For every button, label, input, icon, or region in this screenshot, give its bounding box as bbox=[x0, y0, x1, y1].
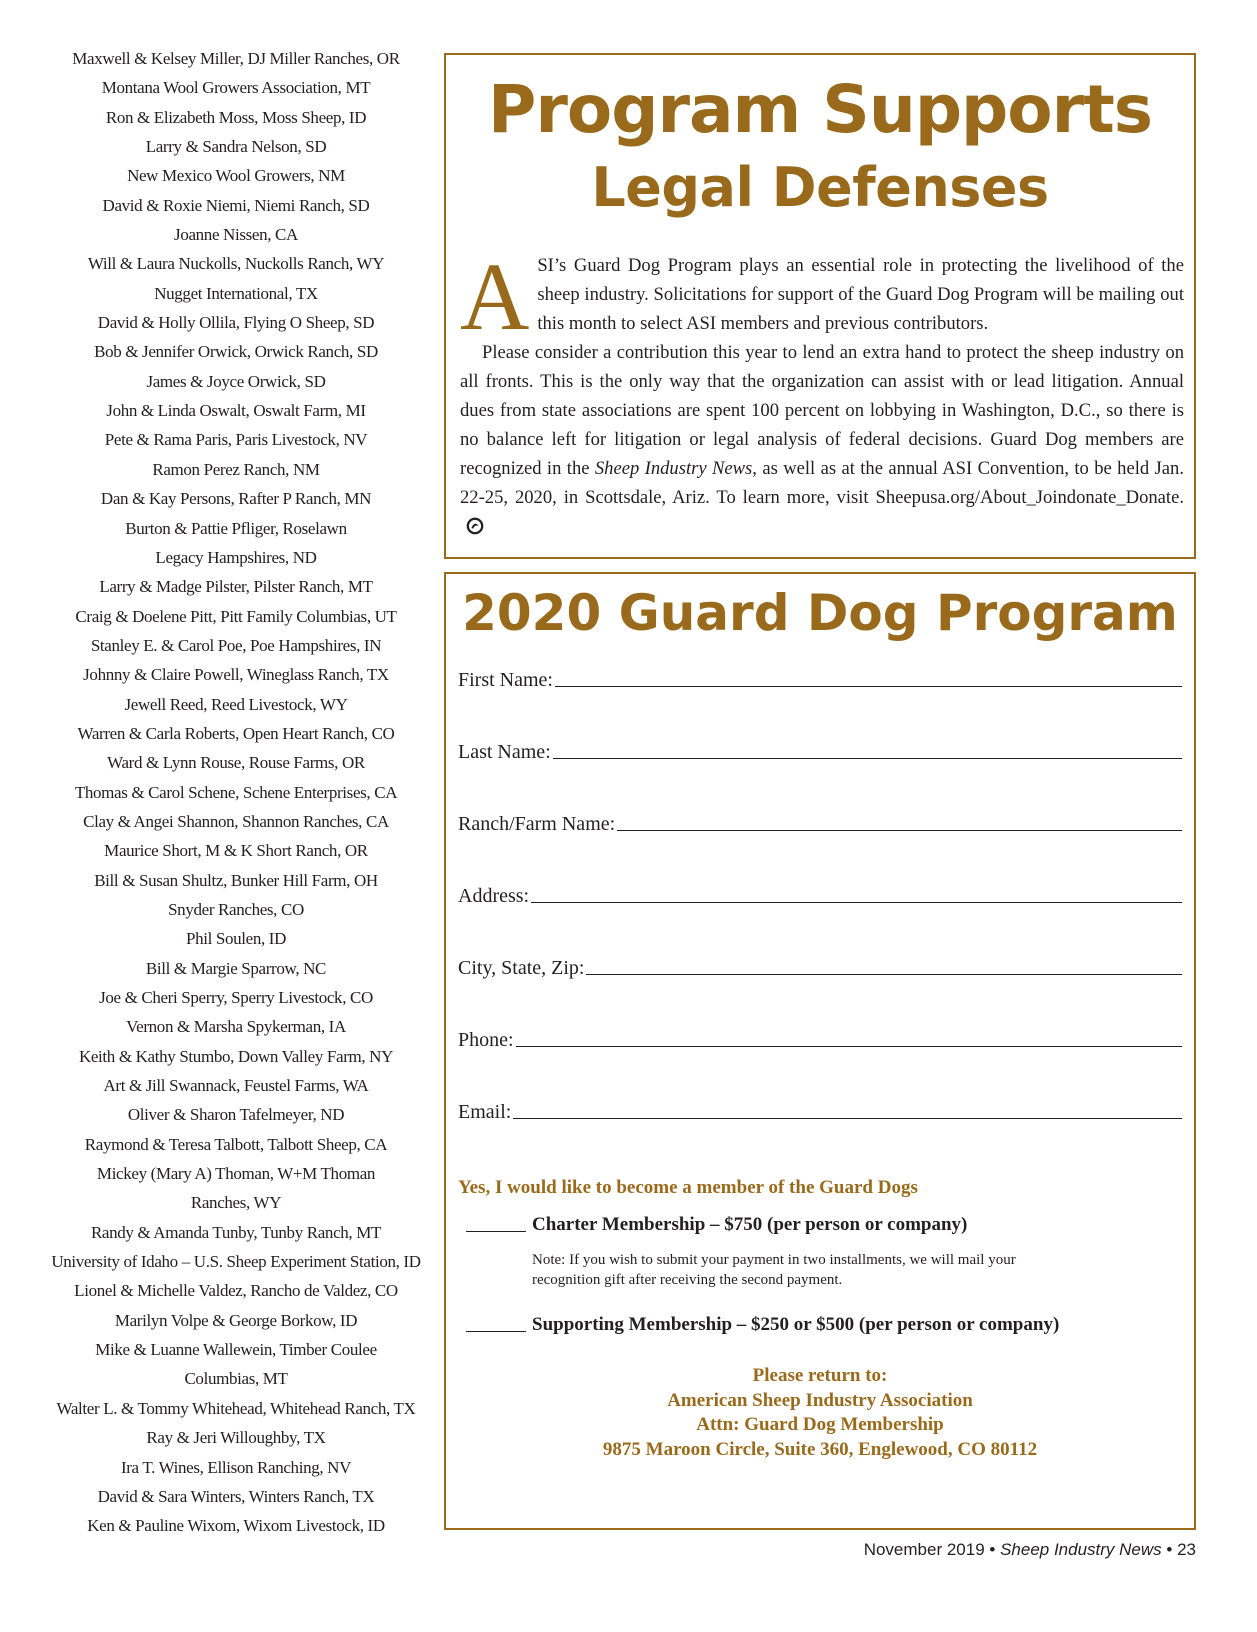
donor-list-item: Columbias, MT bbox=[184, 1369, 288, 1389]
ranch-name-label: Ranch/Farm Name: bbox=[458, 813, 616, 835]
donor-list-item: Ward & Lynn Rouse, Rouse Farms, OR bbox=[107, 753, 365, 773]
return-line: Please return to: bbox=[752, 1365, 888, 1386]
donor-list-item: David & Sara Winters, Winters Ranch, TX bbox=[97, 1486, 375, 1506]
phone-line[interactable] bbox=[516, 1046, 1182, 1047]
paragraph-2-text: Please consider a contribution this year to lend an extra hand to protect the sheep industry on all fronts. This is the only way that the organization can assist with or lead litigation. Annual dues from state associations are spent 100 percent on lobbying in Washington, D.C., so there is no balance left for litigation or legal analysis of federal decisions. Guard Dog members are recognized in the bbox=[460, 342, 1184, 479]
page-footer bbox=[864, 1540, 1196, 1560]
donor-list bbox=[40, 44, 432, 1541]
return-line: 9875 Maroon Circle, Suite 360, Englewood, CO 80112 bbox=[602, 1438, 1038, 1460]
donor-list-item: Warren & Carla Roberts, Open Heart Ranch, CO bbox=[77, 723, 395, 743]
donor-list-item: Ron & Elizabeth Moss, Moss Sheep, ID bbox=[105, 107, 367, 127]
first-name-field[interactable] bbox=[458, 662, 1182, 692]
donor-list-item: Thomas & Carol Schene, Schene Enterprises, CA bbox=[74, 782, 398, 802]
email-label: Email: bbox=[458, 1101, 512, 1123]
donor-list-item: Marilyn Volpe & George Borkow, ID bbox=[114, 1310, 358, 1330]
address-line[interactable] bbox=[531, 902, 1182, 903]
membership-form bbox=[444, 572, 1196, 1530]
donor-list-item: Larry & Madge Pilster, Pilster Ranch, MT bbox=[99, 577, 373, 597]
donor-list-item: Walter L. & Tommy Whitehead, Whitehead Ranch, TX bbox=[56, 1398, 416, 1418]
address-label: Address: bbox=[458, 885, 530, 907]
donor-list-item: Bob & Jennifer Orwick, Orwick Ranch, SD bbox=[94, 342, 378, 362]
paragraph-2-text-end: , as well as at the annual ASI Convention, to be held Jan. 22-25, 2020, in Scottsdale, Ariz. To learn more, visit Sheepusa.org/About_Joindonate_Donate. bbox=[460, 458, 1184, 508]
return-address bbox=[446, 1364, 1194, 1462]
donor-list-item: Ranches, WY bbox=[190, 1193, 282, 1213]
donor-list-item: David & Roxie Niemi, Niemi Ranch, SD bbox=[102, 195, 370, 215]
phone-label: Phone: bbox=[458, 1029, 514, 1051]
donor-list-item: University of Idaho – U.S. Sheep Experiment Station, ID bbox=[51, 1252, 421, 1272]
article-paragraph-2 bbox=[460, 338, 1184, 541]
donor-list-item: Maurice Short, M & K Short Ranch, OR bbox=[104, 841, 368, 861]
charter-membership-option[interactable] bbox=[466, 1214, 1174, 1236]
donor-list-item: Ira T. Wines, Ellison Ranching, NV bbox=[120, 1457, 352, 1477]
ranch-name-line[interactable] bbox=[617, 830, 1182, 831]
issue-date: November 2019 • bbox=[863, 1540, 996, 1559]
first-name-line[interactable] bbox=[555, 686, 1182, 687]
donor-list-item: Randy & Amanda Tunby, Tunby Ranch, MT bbox=[90, 1222, 382, 1242]
city-state-zip-label: City, State, Zip: bbox=[458, 957, 585, 979]
charter-label: Charter Membership – $750 (per person or company) bbox=[532, 1214, 968, 1235]
donor-list-item: Joanne Nissen, CA bbox=[174, 225, 298, 245]
phone-field[interactable] bbox=[458, 1022, 1182, 1052]
last-name-field[interactable] bbox=[458, 734, 1182, 764]
ranch-name-field[interactable] bbox=[458, 806, 1182, 836]
donor-list-item: Bill & Margie Sparrow, NC bbox=[145, 958, 327, 978]
donor-list-item: New Mexico Wool Growers, NM bbox=[127, 166, 345, 186]
donor-list-item: Oliver & Sharon Tafelmeyer, ND bbox=[127, 1105, 345, 1125]
paragraph-1-text: SI’s Guard Dog Program plays an essential role in protecting the livelihood of the sheep industry. Solicitations for support of the Guard Dog Program will be mailing out this month to select ASI members and previous contributors. bbox=[537, 255, 1184, 334]
page-number: • 23 bbox=[1166, 1540, 1196, 1559]
donor-list-item: Keith & Kathy Stumbo, Down Valley Farm, NY bbox=[78, 1046, 394, 1066]
supporting-label: Supporting Membership – $250 or $500 (per person or company) bbox=[532, 1314, 1060, 1335]
donor-list-item: Burton & Pattie Pfliger, Roselawn bbox=[125, 518, 347, 538]
city-state-zip-field[interactable] bbox=[458, 950, 1182, 980]
donor-list-item: Joe & Cheri Sperry, Sperry Livestock, CO bbox=[99, 988, 373, 1007]
donor-list-item: Johnny & Claire Powell, Wineglass Ranch, TX bbox=[83, 665, 389, 685]
donor-list-item: Ray & Jeri Willoughby, TX bbox=[146, 1428, 326, 1448]
donor-list-item: Jewell Reed, Reed Livestock, WY bbox=[124, 694, 348, 714]
last-name-line[interactable] bbox=[553, 758, 1182, 759]
donor-list-item: Will & Laura Nuckolls, Nuckolls Ranch, WY bbox=[87, 254, 385, 274]
supporting-membership-option[interactable] bbox=[466, 1314, 1174, 1336]
donor-list-item: Nugget International, TX bbox=[154, 283, 318, 303]
supporting-checkline[interactable] bbox=[466, 1331, 526, 1332]
return-line: American Sheep Industry Association bbox=[667, 1389, 973, 1411]
first-name-label: First Name: bbox=[458, 669, 553, 691]
form-title: 2020 Guard Dog Program bbox=[462, 584, 1178, 642]
donor-list-item: Pete & Rama Paris, Paris Livestock, NV bbox=[104, 430, 368, 450]
donor-list-item: Craig & Doelene Pitt, Pitt Family Columbias, UT bbox=[75, 606, 397, 626]
donor-list-item: Phil Soulen, ID bbox=[185, 929, 287, 949]
installment-note: Note: If you wish to submit your payment in two installments, we will mail your recognition gift after receiving the second payment. bbox=[532, 1252, 1016, 1288]
donor-list-item: Vernon & Marsha Spykerman, IA bbox=[126, 1017, 346, 1037]
donor-list-item: Clay & Angei Shannon, Shannon Ranches, CA bbox=[83, 811, 389, 831]
donor-list-item: Mickey (Mary A) Thoman, W+M Thoman bbox=[96, 1164, 376, 1184]
sheep-icon bbox=[466, 517, 484, 535]
donor-list-item: Stanley E. & Carol Poe, Poe Hampshires, IN bbox=[90, 635, 382, 655]
donor-list-item: Maxwell & Kelsey Miller, DJ Miller Ranches, OR bbox=[72, 49, 400, 68]
membership-prompt: Yes, I would like to become a member of the Guard Dogs bbox=[458, 1177, 918, 1198]
donor-list-item: David & Holly Ollila, Flying O Sheep, SD bbox=[97, 313, 375, 333]
donor-list-item: Larry & Sandra Nelson, SD bbox=[145, 137, 327, 157]
donor-list-item: John & Linda Oswalt, Oswalt Farm, MI bbox=[106, 401, 366, 421]
donor-list-item: James & Joyce Orwick, SD bbox=[146, 371, 326, 391]
last-name-label: Last Name: bbox=[458, 741, 551, 763]
city-state-zip-line[interactable] bbox=[586, 974, 1182, 975]
address-field[interactable] bbox=[458, 878, 1182, 908]
donor-list-item: Dan & Kay Persons, Rafter P Ranch, MN bbox=[100, 489, 372, 509]
article-box bbox=[444, 53, 1196, 559]
donor-list-item: Lionel & Michelle Valdez, Rancho de Valdez, CO bbox=[74, 1281, 398, 1301]
article-body bbox=[460, 243, 1184, 541]
drop-cap: A bbox=[460, 243, 530, 350]
donor-list-item: Snyder Ranches, CO bbox=[168, 899, 304, 919]
article-title-line2: Legal Defenses bbox=[591, 156, 1049, 219]
donor-list-item: Bill & Susan Shultz, Bunker Hill Farm, OH bbox=[94, 870, 378, 890]
email-line[interactable] bbox=[513, 1118, 1182, 1119]
donor-list-item: Mike & Luanne Wallewein, Timber Coulee bbox=[95, 1340, 377, 1360]
article-title-line1: Program Supports bbox=[487, 71, 1153, 148]
donor-list-item: Ramon Perez Ranch, NM bbox=[152, 459, 320, 479]
donor-list-item: Legacy Hampshires, ND bbox=[155, 547, 317, 567]
donor-list-item: Art & Jill Swannack, Feustel Farms, WA bbox=[103, 1076, 369, 1096]
charter-checkline[interactable] bbox=[466, 1231, 526, 1232]
publication-title: Sheep Industry News bbox=[1000, 1540, 1162, 1559]
return-line: Attn: Guard Dog Membership bbox=[696, 1414, 944, 1435]
donor-list-item: Montana Wool Growers Association, MT bbox=[101, 78, 371, 98]
publication-name: Sheep Industry News bbox=[594, 458, 753, 479]
email-field[interactable] bbox=[458, 1094, 1182, 1124]
donor-list-item: Ken & Pauline Wixom, Wixom Livestock, ID bbox=[87, 1516, 385, 1536]
article-paragraph-1 bbox=[460, 243, 1184, 350]
donor-list-item: Raymond & Teresa Talbott, Talbott Sheep, CA bbox=[84, 1134, 388, 1154]
